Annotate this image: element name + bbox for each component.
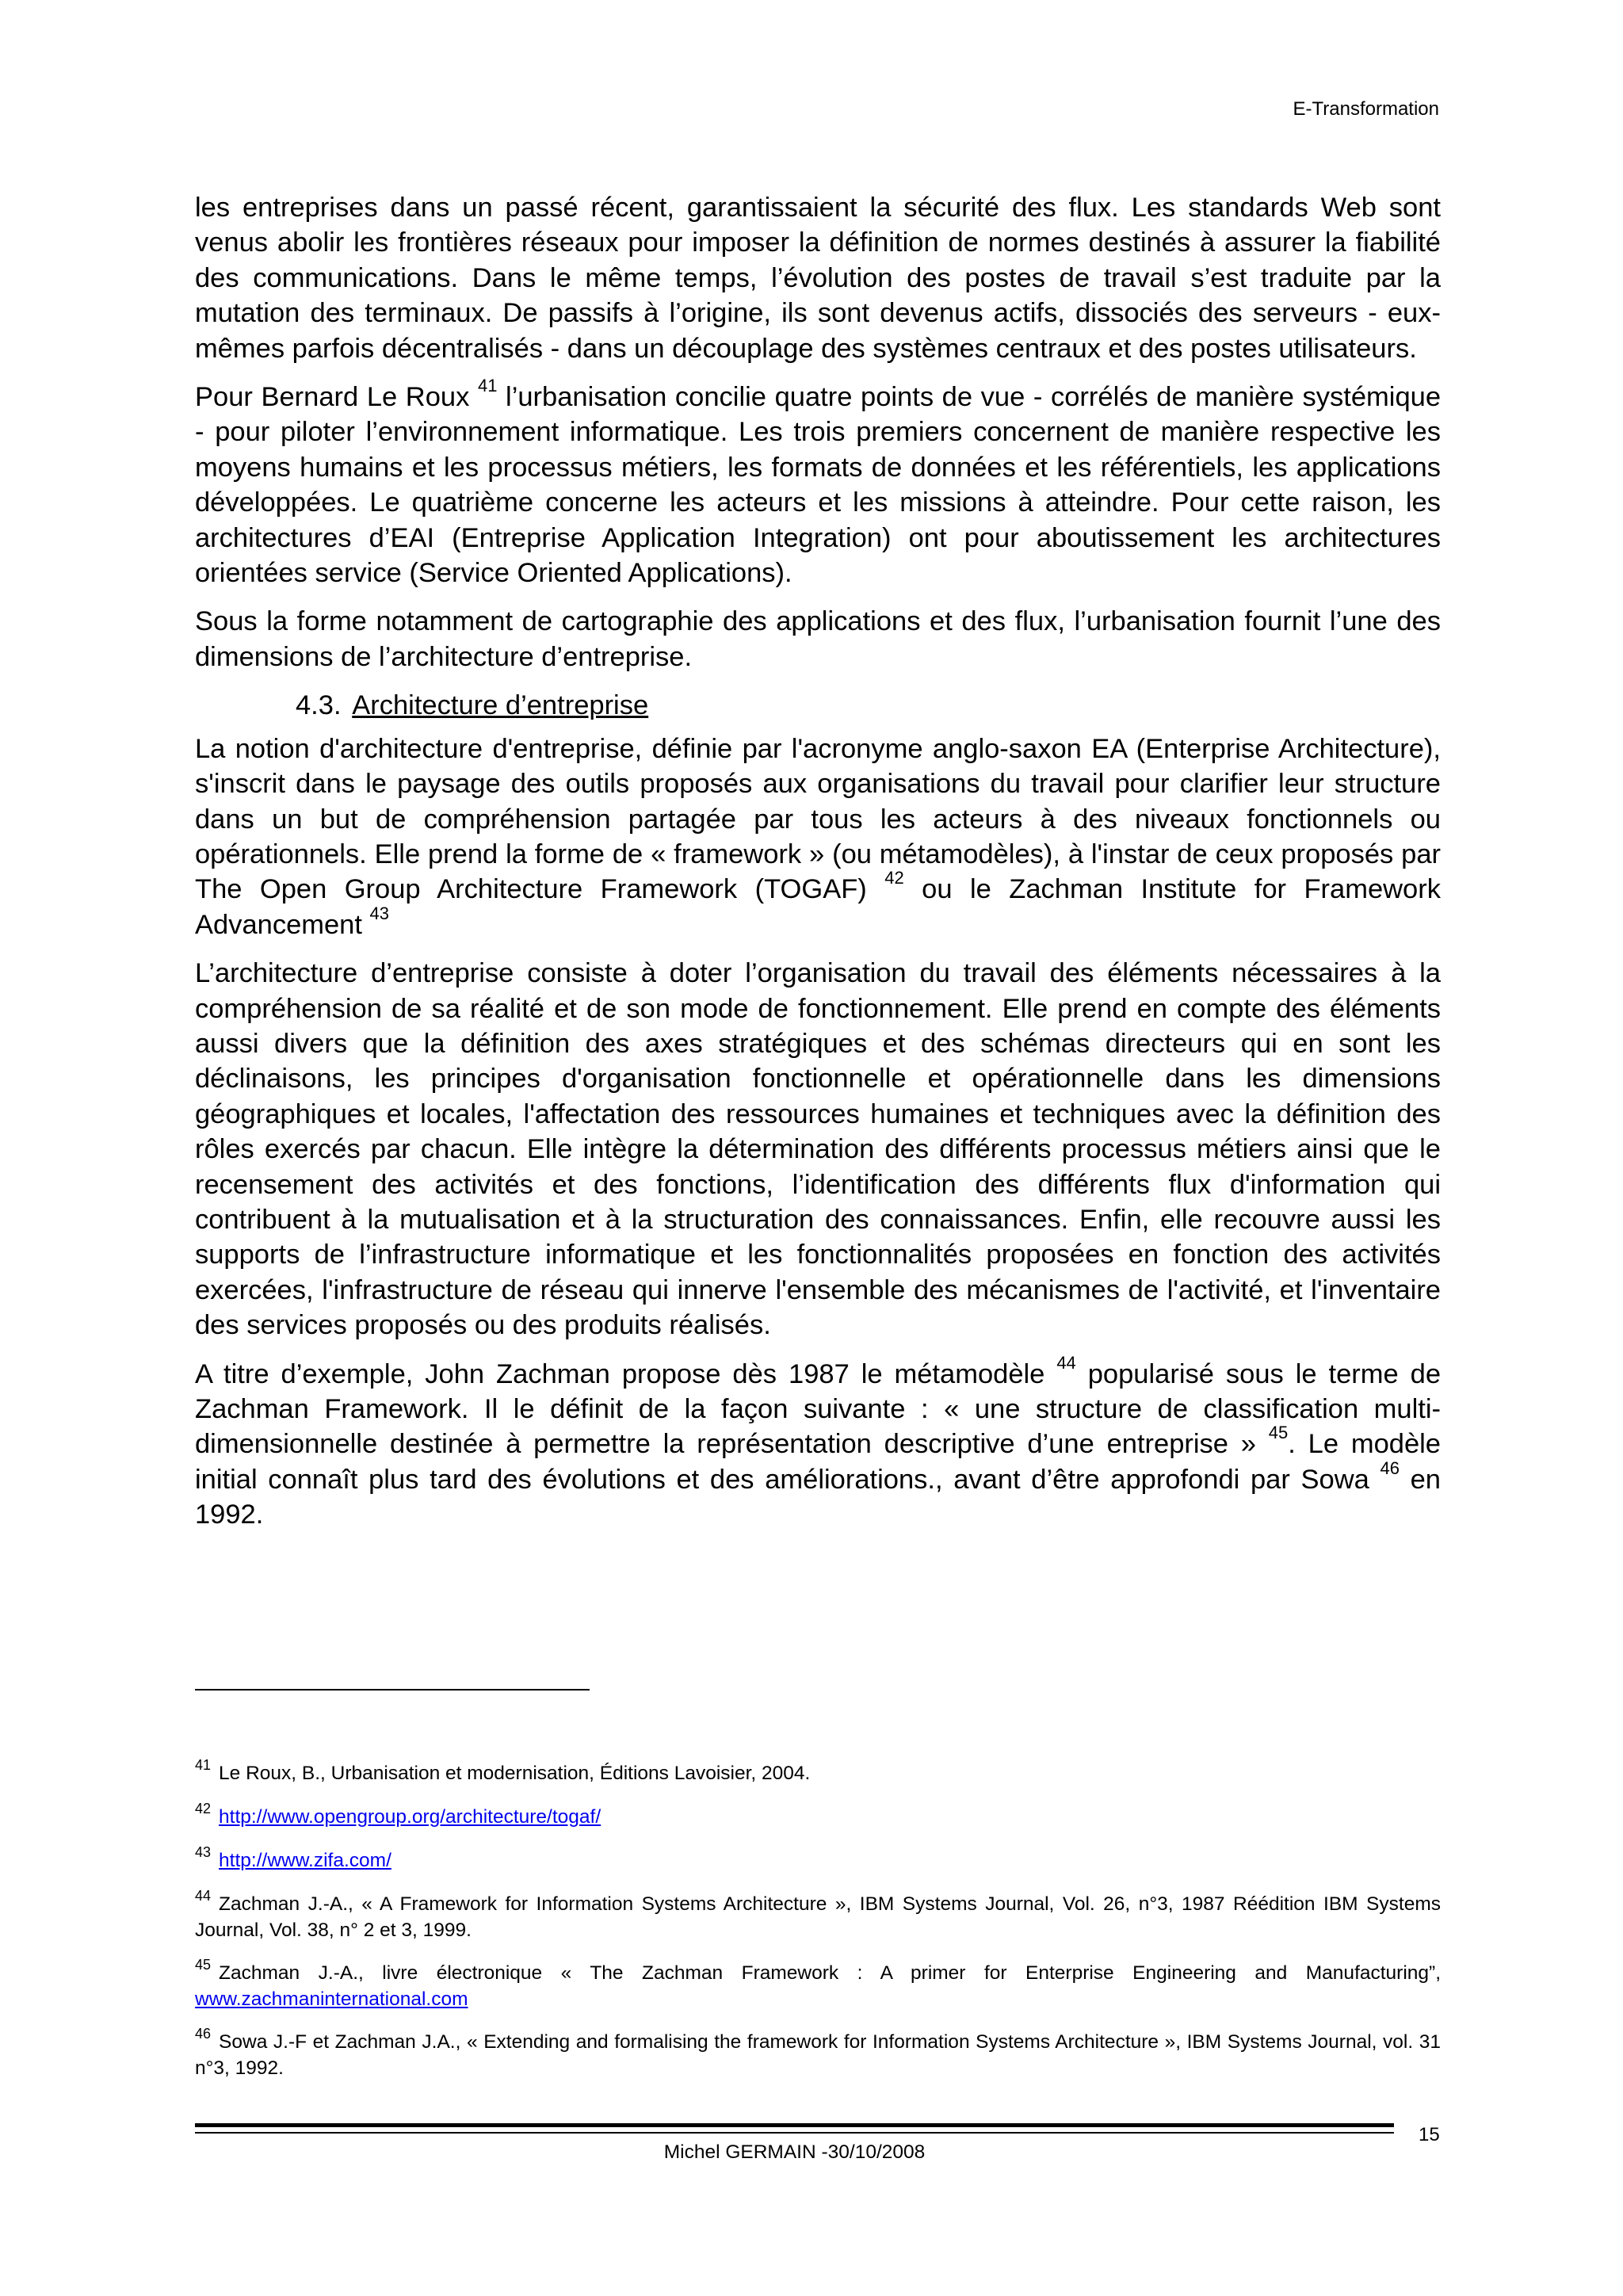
footnote-ref-41[interactable]: 41	[477, 376, 498, 396]
running-header: E-Transformation	[1293, 98, 1439, 120]
footnote-separator	[195, 1689, 590, 1690]
text-run: l’urbanisation concilie quatre points de vue - corrélés de manière systémique - pour piloter l’environnement informatique. Les trois premiers concernent de manière respective les moyens humains et les processus métiers, les formats de données et les référentiels, les applications développées. Le quatrième concerne les acteurs et les missions à atteindre. Pour cette raison, les architectures d’EAI (Entreprise Application Integration) ont pour aboutissement les architectures orientées service (Service Oriented Applications).	[195, 382, 1441, 589]
footnote-ref-45[interactable]: 45	[1268, 1423, 1289, 1443]
paragraph-4	[195, 732, 1441, 942]
text-run: Pour Bernard Le Roux	[195, 382, 478, 413]
paragraph-5: L’architecture d’entreprise consiste à doter l’organisation du travail des éléments nécessaires à la compréhension de sa réalité et de son mode de fonctionnement. Elle prend en compte des éléments aussi divers que la définition des axes stratégiques et des schémas directeurs qui en sont les déclinaisons, les principes d'organisation fonctionnelle et opérationnelle dans les dimensions géographiques et locales, l'affectation des ressources humaines et techniques avec la définition des rôles exercés par chacun. Elle intègre la détermination des différents processus métiers ainsi que le recensement des activités et des fonctions, l’identification des différents flux d'information qui contribuent à la mutualisation et à la structuration des connaissances. Enfin, elle recouvre aussi les supports de l’infrastructure informatique et les fonctionnalités proposées en fonction des activités exercées, l'infrastructure de réseau qui innerve l'ensemble des mécanismes de l'activité, et l'inventaire des services proposés ou des produits réalisés.	[195, 958, 1441, 1341]
paragraph-1: les entreprises dans un passé récent, garantissaient la sécurité des flux. Les standards Web sont venus abolir les frontières réseaux pour imposer la définition de normes destinés à assurer la fiabilité des communications. Dans le même temps, l’évolution des postes de travail s’est traduite par la mutation des terminaux. De passifs à l’origine, ils sont devenus actifs, dissociés des serveurs - eux-mêmes parfois décentralisés - dans un découplage des systèmes centraux et des postes utilisateurs.	[195, 193, 1441, 364]
footer-rule	[195, 2123, 1394, 2127]
zifa-link[interactable]: http://www.zifa.com/	[219, 1850, 391, 1871]
text-run: La notion d'architecture d'entreprise, définie par l'acronyme anglo-saxon EA (Enterprise Architecture), s'inscrit dans le paysage des outils proposés aux organisations du travail pour clarifier leur structure dans un but de compréhension partagée par tous les acteurs à des niveaux fonctionnels ou opérationnels. Elle prend la forme de « framework » (ou métamodèles), à l'instar de ceux proposés par The Open Group Architecture Framework (TOGAF)	[195, 733, 1441, 905]
footnote-46	[195, 2026, 1441, 2081]
text-run: . Le modèle initial connaît plus tard des évolutions et des améliorations., avant d’être approfondi par Sowa	[195, 1429, 1441, 1495]
footnote-ref-46[interactable]: 46	[1380, 1457, 1400, 1478]
section-number: 4.3.	[296, 690, 342, 721]
text-run: popularisé sous le terme de Zachman Framework. Il le définit de la façon suivante : « une structure de classification multi-dimensionnelle destinée à permettre la représentation descriptive d’une entreprise »	[195, 1358, 1442, 1460]
footnote-number: 42	[195, 1801, 212, 1817]
footnote-text: Sowa J.-F et Zachman J.A., « Extending and formalising the framework for Information Systems Architecture », IBM Systems Journal, vol. 31 n°3, 1992.	[195, 2031, 1441, 2079]
footnote-number: 45	[195, 1957, 212, 1973]
footnote-number: 46	[195, 2026, 212, 2042]
footnote-text: Zachman J.-A., livre électronique « The Zachman Framework : A primer for Enterprise Engineering and Manufacturing”,	[219, 1962, 1441, 1984]
footnote-text: Le Roux, B., Urbanisation et modernisation, Éditions Lavoisier, 2004.	[219, 1763, 811, 1784]
section-title: Architecture d’entreprise	[352, 690, 649, 721]
footnote-number: 44	[195, 1888, 212, 1904]
page-number: 15	[1419, 2124, 1440, 2145]
footnote-43	[195, 1844, 1441, 1874]
togaf-link[interactable]: http://www.opengroup.org/architecture/togaf/	[219, 1806, 601, 1828]
text-run: A titre d’exemple, John Zachman propose dès 1987 le métamodèle	[195, 1358, 1057, 1389]
footer-author-date: Michel GERMAIN -30/10/2008	[663, 2141, 926, 2163]
footnote-41	[195, 1757, 1441, 1787]
footnote-ref-43[interactable]: 43	[369, 903, 390, 923]
footnote-ref-42[interactable]: 42	[884, 868, 904, 888]
paragraph-6	[195, 1352, 1442, 1533]
footnote-number: 41	[195, 1757, 212, 1773]
footer-rule-thin	[195, 2132, 1394, 2134]
footnote-text: Zachman J.-A., « A Framework for Information Systems Architecture », IBM Systems Journal, Vol. 26, n°3, 1987 Réédition IBM Systems Journal, Vol. 38, n° 2 et 3, 1999.	[195, 1893, 1441, 1941]
footnote-number: 43	[195, 1844, 212, 1860]
text-run: en 1992.	[195, 1464, 1441, 1530]
paragraph-3: Sous la forme notamment de cartographie des applications et des flux, l’urbanisation fournit l’une des dimensions de l’architecture d’entreprise.	[195, 606, 1441, 672]
zachman-international-link[interactable]: www.zachmaninternational.com	[195, 1988, 468, 2010]
footnote-44	[195, 1888, 1441, 1943]
paragraph-2	[195, 376, 1441, 590]
section-heading	[195, 688, 1441, 723]
footnote-ref-44[interactable]: 44	[1056, 1352, 1076, 1373]
footnotes	[195, 1757, 1441, 2099]
text-run: ou le Zachman Institute for Framework Advancement	[195, 874, 1441, 940]
body-text	[195, 190, 1441, 1546]
footnote-45	[195, 1957, 1441, 2012]
footnote-42	[195, 1801, 1441, 1831]
